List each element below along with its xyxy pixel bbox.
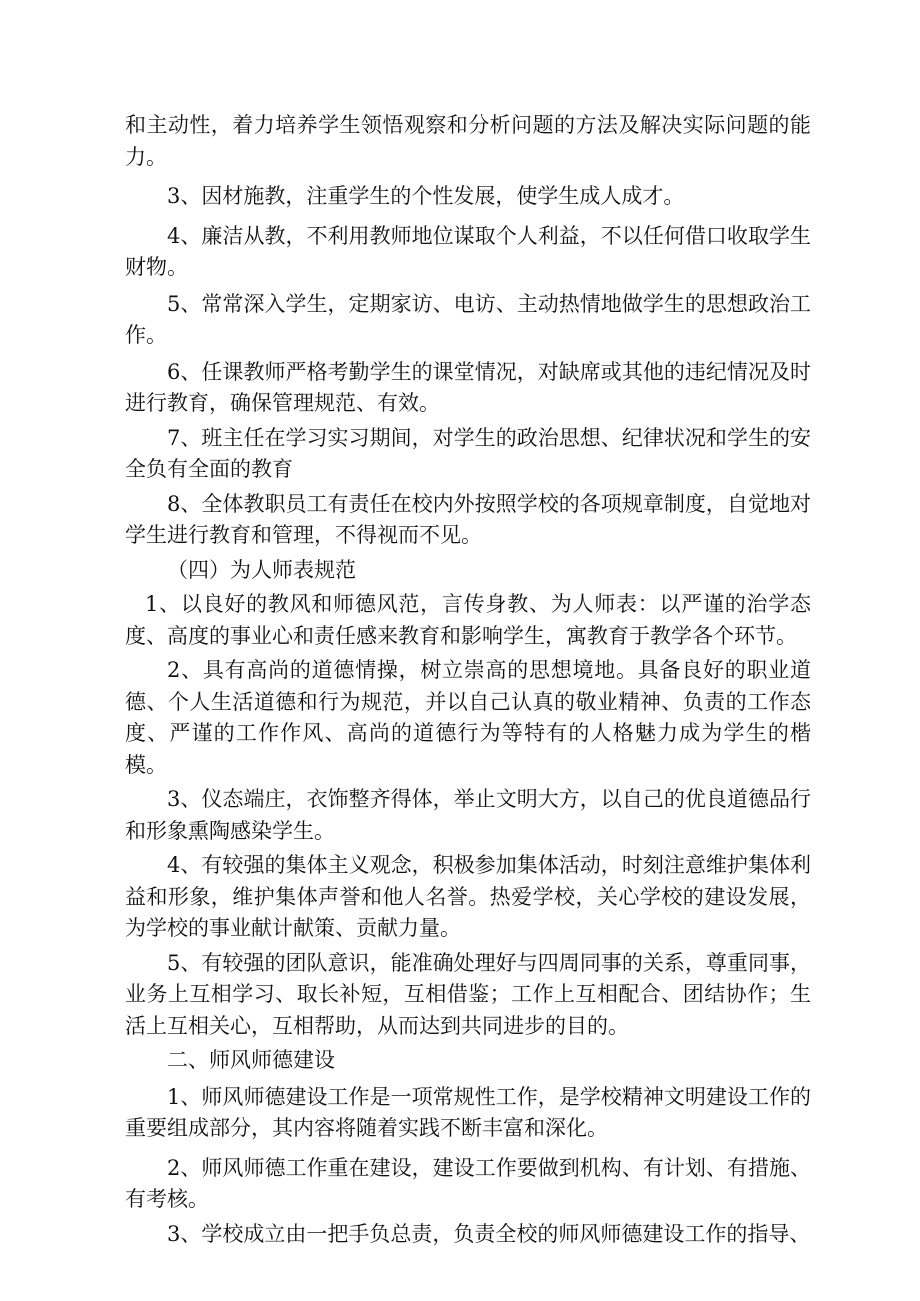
section-heading-2: 二、师风师德建设	[167, 1048, 335, 1072]
paragraph-ethics-3: 3、学校成立由一把手负总责，负责全校的师风师德建设工作的指导、	[167, 1221, 811, 1246]
document-body	[125, 110, 811, 1250]
paragraph-item-6: 6、任课教师严格考勤学生的课堂情况，对缺席或其他的违纪情况及时进行教育，确保管理规范、有效。	[125, 359, 811, 415]
paragraph-conduct-3: 3、仪态端庄，衣饰整齐得体，举止文明大方，以自己的优良道德品行和形象熏陶感染学生。	[125, 787, 811, 843]
paragraph-item-8: 8、全体教职员工有责任在校内外按照学校的各项规章制度，自觉地对学生进行教育和管理，不得视而不见。	[125, 491, 811, 547]
paragraph-item-5: 5、常常深入学生，定期家访、电访、主动热情地做学生的思想政治工作。	[125, 291, 811, 347]
paragraph-conduct-2: 2、具有高尚的道德情操，树立崇高的思想境地。具备良好的职业道德、个人生活道德和行为规范，并以自己认真的敬业精神、负责的工作态度、严谨的工作作风、高尚的道德行为等特有的人格魅力成为学生的楷模。	[125, 658, 811, 777]
paragraph-ethics-2: 2、师风师德工作重在建设，建设工作要做到机构、有计划、有措施、有考核。	[125, 1155, 811, 1211]
paragraph-conduct-1: 1、以良好的教风和师德风范，言传身教、为人师表：以严谨的治学态度、高度的事业心和责任感来教育和影响学生，寓教育于教学各个环节。	[125, 592, 811, 648]
paragraph-continuation: 和主动性，着力培养学生领悟观察和分析问题的方法及解决实际问题的能力。	[125, 113, 811, 169]
paragraph-item-3: 3、因材施教，注重学生的个性发展，使学生成人成才。	[167, 184, 685, 208]
paragraph-conduct-4: 4、有较强的集体主义观念，积极参加集体活动，时刻注意维护集体利益和形象，维护集体声誉和他人名誉。热爱学校，关心学校的建设发展，为学校的事业献计献策、贡献力量。	[125, 853, 811, 940]
paragraph-ethics-1: 1、师风师德建设工作是一项常规性工作，是学校精神文明建设工作的重要组成部分，其内容将随着实践不断丰富和深化。	[125, 1084, 811, 1140]
paragraph-item-7: 7、班主任在学习实习期间，对学生的政治思想、纪律状况和学生的安全负有全面的教育	[125, 425, 811, 481]
section-heading-4: （四）为人师表规范	[167, 557, 356, 582]
paragraph-item-4: 4、廉洁从教，不利用教师地位谋取个人利益，不以任何借口收取学生财物。	[125, 223, 811, 279]
paragraph-conduct-5: 5、有较强的团队意识，能准确处理好与四周同事的关系，尊重同事，业务上互相学习、取长补短，互相借鉴；工作上互相配合、团结协作；生活上互相关心，互相帮助，从而达到共同进步的目的。	[125, 950, 811, 1038]
